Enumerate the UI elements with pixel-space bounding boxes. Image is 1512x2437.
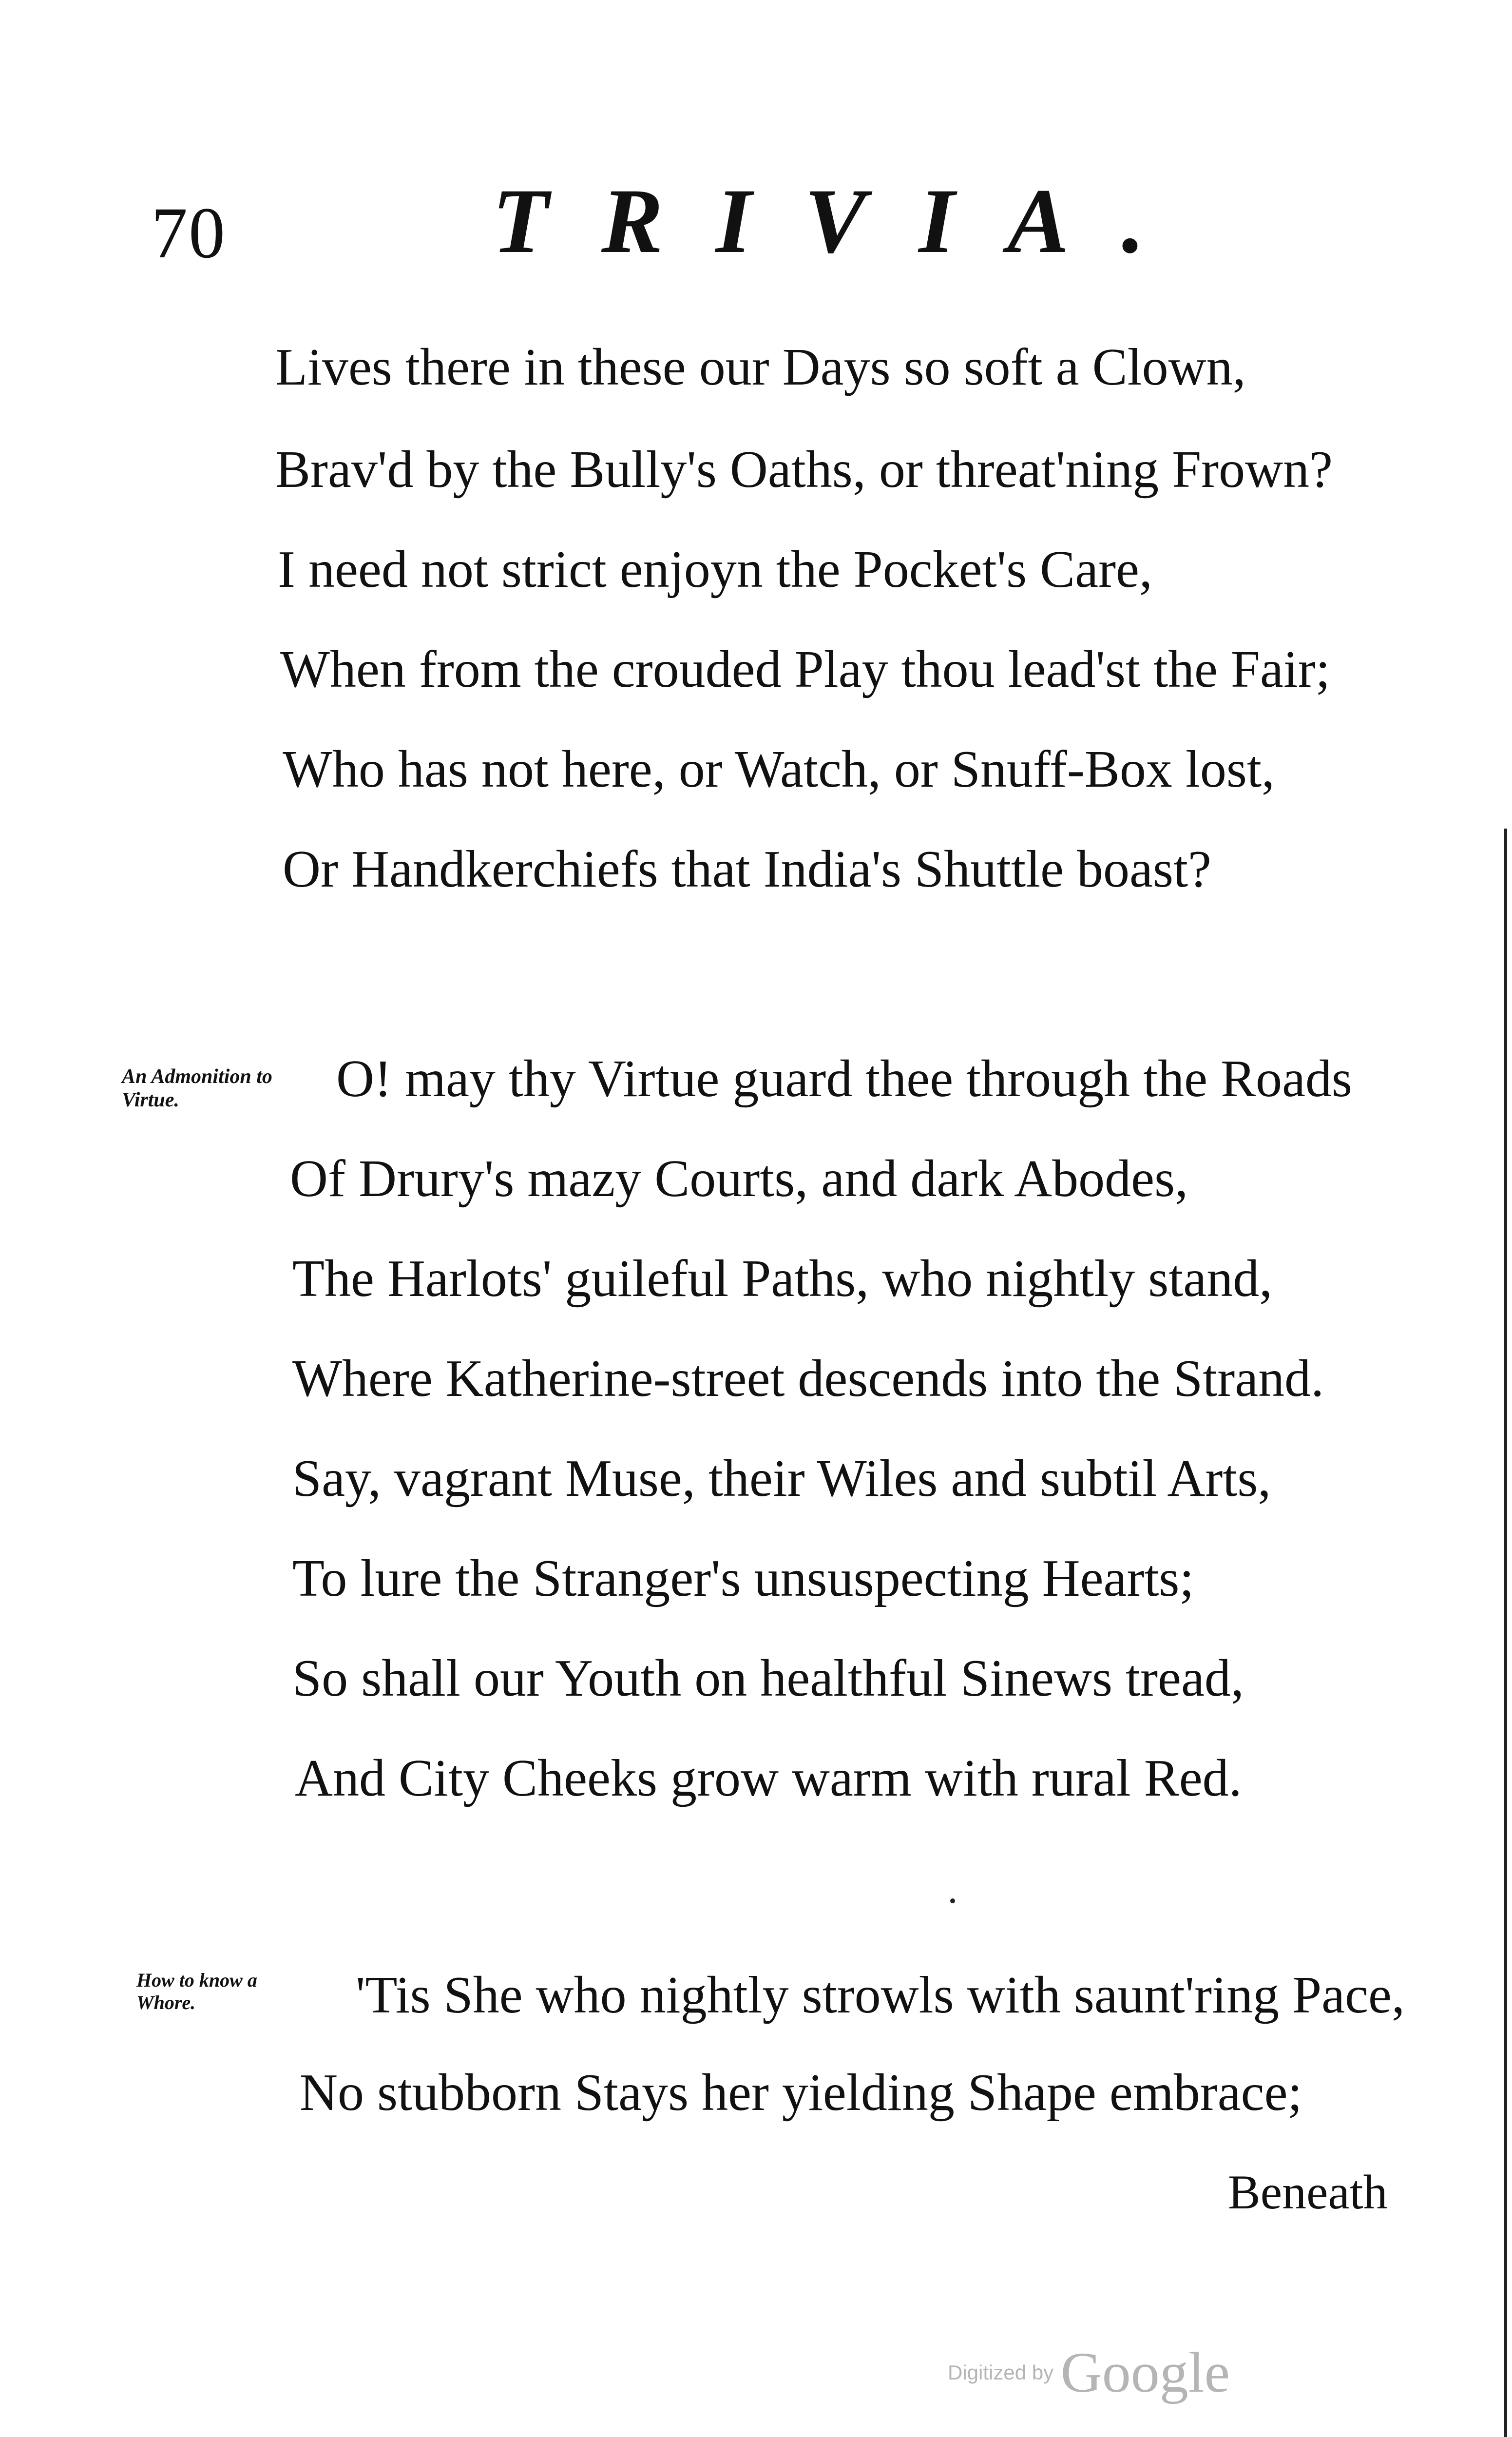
digitized-watermark [948, 2340, 1230, 2406]
verse-line: O! may thy Virtue guard thee through the Roads [336, 1050, 1353, 1108]
verse-line: When from the crouded Play thou lead'st the Fair; [280, 640, 1330, 698]
margin-note: How to know a Whore. [136, 1969, 257, 2013]
verse-line: No stubborn Stays her yielding Shape embrace; [300, 2064, 1302, 2122]
verse-line: Brav'd by the Bully's Oaths, or threat'ning Frown? [275, 441, 1333, 499]
verse-line: I need not strict enjoyn the Pocket's Care, [278, 541, 1152, 599]
margin-note: An Admonition to Virtue. [122, 1065, 272, 1112]
verse-line: Lives there in these our Days so soft a Clown, [275, 338, 1246, 396]
running-title: TRIVIA. [492, 170, 1198, 272]
verse-line: So shall our Youth on healthful Sinews tread, [292, 1649, 1244, 1707]
verse-line: Or Handkerchiefs that India's Shuttle boast? [283, 840, 1211, 898]
verse-line: Say, vagrant Muse, their Wiles and subtil Arts, [292, 1450, 1271, 1508]
verse-line: 'Tis She who nightly strowls with saunt'ring Pace, [356, 1966, 1405, 2024]
ornament-dot [950, 1898, 955, 1903]
page-edge-line [1504, 829, 1507, 2437]
watermark-prefix: Digitized by [948, 2361, 1054, 2384]
verse-line: To lure the Stranger's unsuspecting Hearts; [292, 1549, 1194, 1607]
verse-line: Where Katherine-street descends into the Strand. [292, 1350, 1324, 1408]
verse-line: Of Drury's mazy Courts, and dark Abodes, [290, 1150, 1188, 1208]
verse-line: Who has not here, or Watch, or Snuff-Box lost, [283, 740, 1275, 798]
verse-line: The Harlots' guileful Paths, who nightly stand, [292, 1250, 1273, 1308]
page-number: 70 [151, 193, 226, 273]
google-logo: Google [1060, 2340, 1230, 2404]
verse-line: And City Cheeks grow warm with rural Red. [295, 1749, 1242, 1807]
catchword: Beneath [1228, 2165, 1388, 2219]
